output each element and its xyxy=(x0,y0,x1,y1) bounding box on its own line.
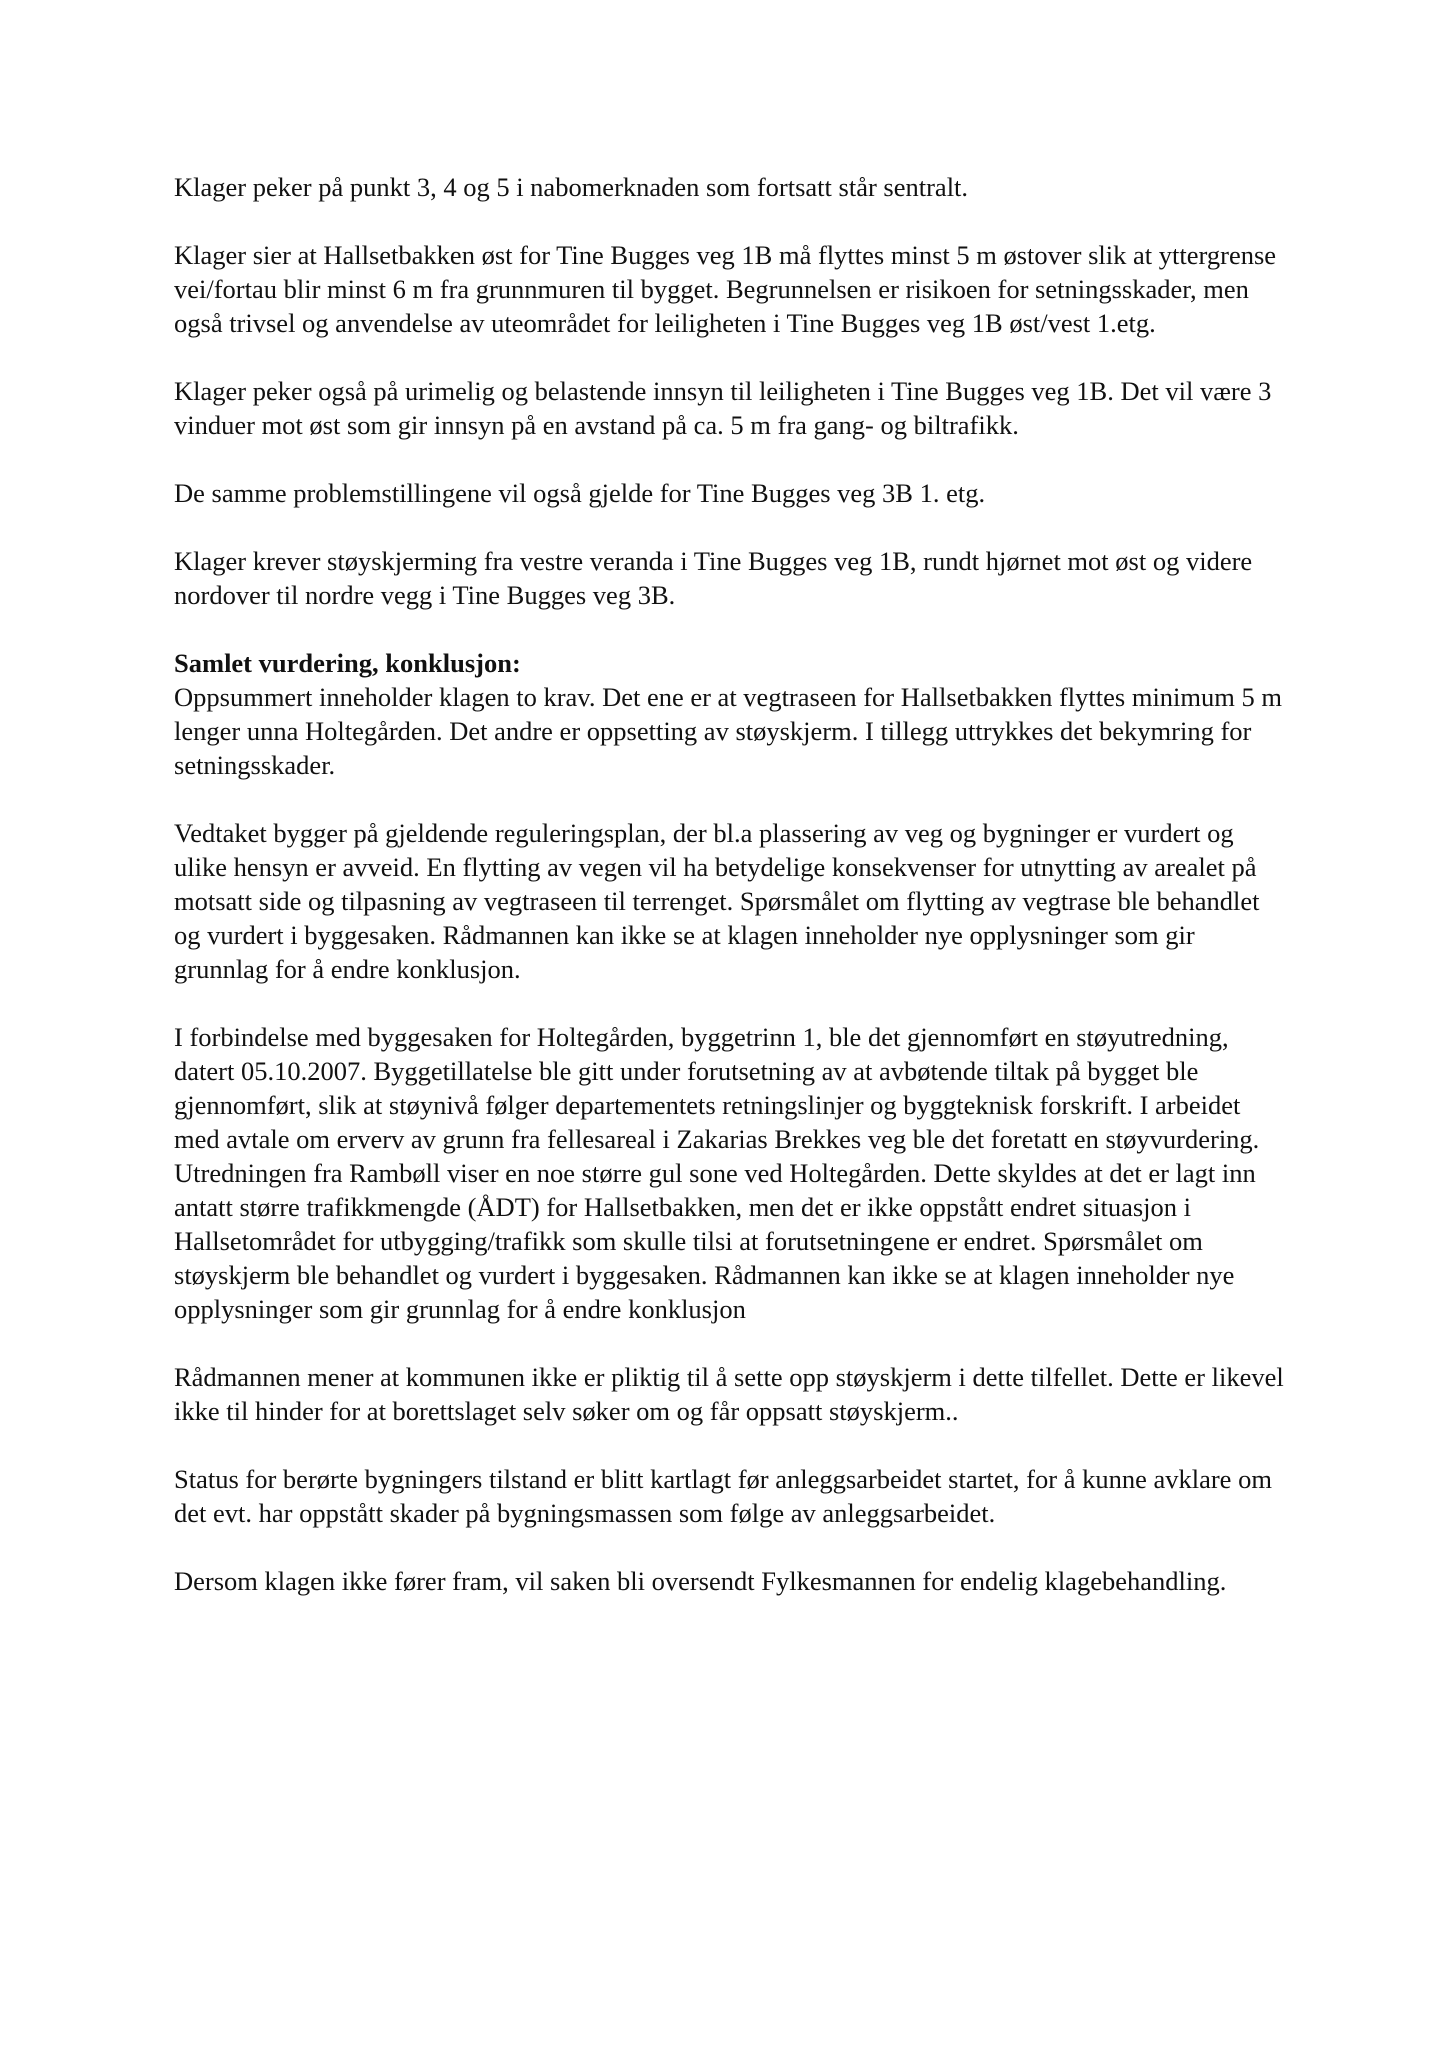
section-heading: Samlet vurdering, konklusjon: xyxy=(174,648,521,678)
paragraph-noise-assessment: I forbindelse med byggesaken for Holtegården, byggetrinn 1, ble det gjennomført en støyutredning, datert 05.10.2007. Byggetillatelse ble gitt under forutsetning av at avbøtende tiltak på bygget ble gjennomført, slik at støynivå følger departementets retningslinjer og byggteknisk forskrift. I arbeidet med avtale om erverv av grunn fra fellesareal i Zakarias Brekkes veg ble det foretatt en støyvurdering. Utredningen fra Rambøll viser en noe større gul sone ved Holtegården. Dette skyldes at det er lagt inn antatt større trafikkmengde (ÅDT) for Hallsetbakken, men det er ikke oppstått endret situasjon i Hallsetområdet for utbygging/trafikk som skulle tilsi at forutsetningene er endret. Spørsmålet om støyskjerm ble behandlet og vurdert i byggesaken. Rådmannen kan ikke se at klagen inneholder nye opplysninger som gir grunnlag for å endre konklusjon xyxy=(174,1022,1260,1324)
paragraph-building-status: Status for berørte bygningers tilstand er blitt kartlagt før anleggsarbeidet startet, for å kunne avklare om det evt. har oppstått skader på bygningsmassen som følge av anleggsarbeidet. xyxy=(174,1464,1272,1528)
paragraph-road-relocation: Klager sier at Hallsetbakken øst for Tine Bugges veg 1B må flyttes minst 5 m østover slik at yttergrense vei/fortau blir minst 6 m fra grunnmuren til bygget. Begrunnelsen er risikoen for setningsskader, men også trivsel og anvendelse av uteområdet for leiligheten i Tine Bugges veg 1B øst/vest 1.etg. xyxy=(174,240,1277,338)
paragraph-municipality-obligation: Rådmannen mener at kommunen ikke er pliktig til å sette opp støyskjerm i dette tilfellet. Dette er likevel ikke til hinder for at borettslaget selv søker om og får oppsatt støyskjerm.. xyxy=(174,1362,1284,1426)
paragraph-insight: Klager peker også på urimelig og belastende innsyn til leiligheten i Tine Bugges veg 1B. Det vil være 3 vinduer mot øst som gir innsyn på en avstand på ca. 5 m fra gang- og biltrafikk. xyxy=(174,376,1272,440)
document-body xyxy=(174,170,1284,1632)
paragraph-summary: Oppsummert inneholder klagen to krav. Det ene er at vegtraseen for Hallsetbakken flyttes minimum 5 m lenger unna Holtegården. Det andre er oppsetting av støyskjerm. I tillegg uttrykkes det bekymring for setningsskader. xyxy=(174,682,1283,780)
paragraph-forwarding: Dersom klagen ikke fører fram, vil saken bli oversendt Fylkesmannen for endelig klagebehandling. xyxy=(174,1566,1227,1596)
paragraph-noise-barrier-demand: Klager krever støyskjerming fra vestre veranda i Tine Bugges veg 1B, rundt hjørnet mot øst og videre nordover til nordre vegg i Tine Bugges veg 3B. xyxy=(174,546,1253,610)
paragraph-complaint-points: Klager peker på punkt 3, 4 og 5 i nabomerknaden som fortsatt står sentralt. xyxy=(174,172,969,202)
paragraph-decision-basis: Vedtaket bygger på gjeldende reguleringsplan, der bl.a plassering av veg og bygninger er vurdert og ulike hensyn er avveid. En flytting av vegen vil ha betydelige konsekvenser for utnytting av arealet på motsatt side og tilpasning av vegtraseen til terrenget. Spørsmålet om flytting av vegtrase ble behandlet og vurdert i byggesaken. Rådmannen kan ikke se at klagen inneholder nye opplysninger som gir grunnlag for å endre konklusjon. xyxy=(174,818,1260,984)
paragraph-same-issues: De samme problemstillingene vil også gjelde for Tine Bugges veg 3B 1. etg. xyxy=(174,478,986,508)
